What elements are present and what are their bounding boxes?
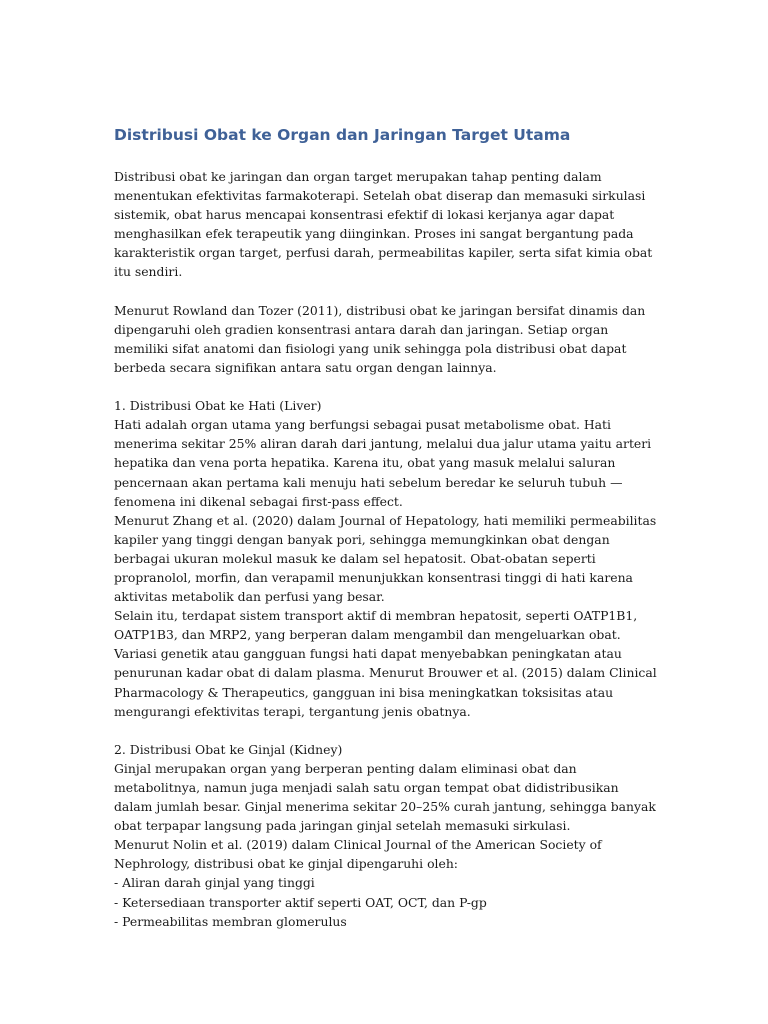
section-heading-kidney: 2. Distribusi Obat ke Ginjal (Kidney) <box>114 741 343 757</box>
kidney-paragraph: Ginjal merupakan organ yang berperan penting dalam eliminasi obat dan metabolitnya, namun juga menjadi salah satu organ tempat obat didistribusikan dalam jumlah besar. Ginjal menerima sekitar 20–25% curah jantung, sehingga banyak obat terpapar langsung pada jaringan ginjal setelah memasuki sirkulasi. <box>114 760 656 834</box>
section-heading-liver: 1. Distribusi Obat ke Hati (Liver) <box>114 398 322 414</box>
liver-paragraph: Menurut Zhang et al. (2020) dalam Journal of Hepatology, hati memiliki permeabilitas kapiler yang tinggi dengan banyak pori, sehingga memungkinkan obat dengan berbagai ukuran molekul masuk ke dalam sel hepatosit. Obat-obatan seperti propranolol, morfin, dan verapamil menunjukkan konsentrasi tinggi di hati karena aktivitas metabolik dan perfusi yang besar. <box>114 512 657 605</box>
paragraph-gap <box>114 721 660 740</box>
kidney-paragraph: Menurut Nolin et al. (2019) dalam Clinical Journal of the American Society of Nephrology, distribusi obat ke ginjal dipengaruhi oleh: <box>114 837 602 872</box>
paragraph-gap <box>114 282 660 301</box>
intro-paragraph: Menurut Rowland dan Tozer (2011), distribusi obat ke jaringan bersifat dinamis dan dipengaruhi oleh gradien konsentrasi antara darah dan jaringan. Setiap organ memiliki sifat anatomi dan fisiologi yang unik sehingga pola distribusi obat dapat berbeda secara signifikan antara satu organ dengan lainnya. <box>114 302 646 375</box>
intro-paragraph: Distribusi obat ke jaringan dan organ target merupakan tahap penting dalam menentukan efektivitas farmakoterapi. Setelah obat diserap dan memasuki sirkulasi sistemik, obat harus mencapai konsentrasi efektif di lokasi kerjanya agar dapat menghasilkan efek terapeutik yang diinginkan. Proses ini sangat bergantung pada karakteristik organ target, perfusi darah, permeabilitas kapiler, serta sifat kimia obat itu sendiri. <box>114 169 653 280</box>
document-body <box>114 167 660 931</box>
list-item: - Ketersediaan transporter aktif seperti OAT, OCT, dan P-gp <box>114 894 487 910</box>
list-item: - Aliran darah ginjal yang tinggi <box>114 875 315 891</box>
liver-paragraph: Selain itu, terdapat sistem transport aktif di membran hepatosit, seperti OATP1B1, OATP1B3, dan MRP2, yang berperan dalam mengambil dan mengeluarkan obat. Variasi genetik atau gangguan fungsi hati dapat menyebabkan peningkatan atau penurunan kadar obat di dalam plasma. Menurut Brouwer et al. (2015) dalam Clinical Pharmacology & Therapeutics, gangguan ini bisa meningkatkan toksisitas atau mengurangi efektivitas terapi, tergantung jenis obatnya. <box>114 608 657 719</box>
paragraph-gap <box>114 377 660 396</box>
document-title: Distribusi Obat ke Organ dan Jaringan Target Utama <box>114 126 571 144</box>
list-item: - Permeabilitas membran glomerulus <box>114 913 347 929</box>
liver-paragraph: Hati adalah organ utama yang berfungsi sebagai pusat metabolisme obat. Hati menerima sekitar 25% aliran darah dari jantung, melalui dua jalur utama yaitu arteri hepatika dan vena porta hepatika. Karena itu, obat yang masuk melalui saluran pencernaan akan pertama kali menuju hati sebelum beredar ke seluruh tubuh — fenomena ini dikenal sebagai first-pass effect. <box>114 417 652 509</box>
